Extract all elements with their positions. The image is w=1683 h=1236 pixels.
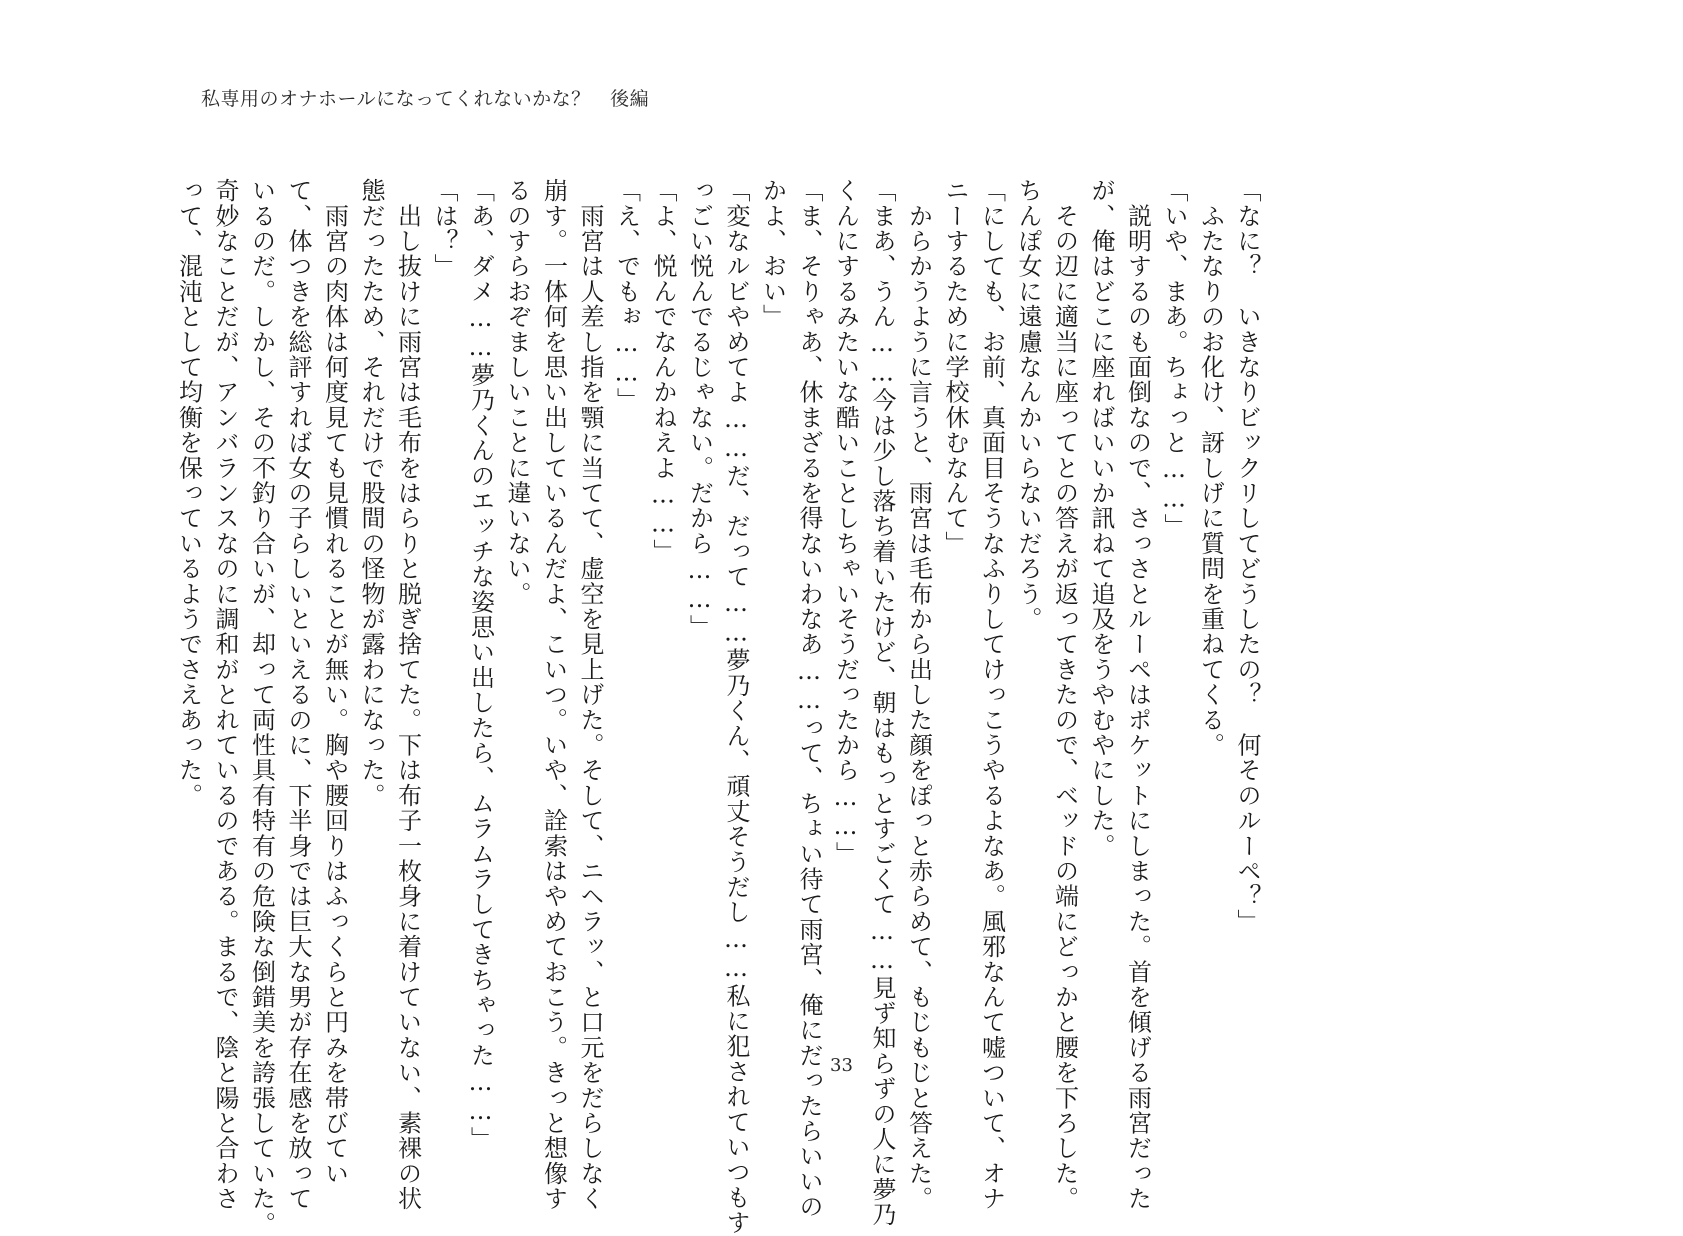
text-line: からかうように言うと、雨宮は毛布から出した顔をぽっと赤らめて、もじもじと答えた。 (904, 178, 933, 1212)
text-line: ちんぽ女に遠慮なんかいらないだろう。 (1014, 178, 1042, 632)
text-line: って、混沌として均衡を保っているようでさえあった。 (174, 178, 203, 808)
text-line: 雨宮の肉体は何度見ても見慣れることが無い。胸や腰回りはふっくらと円みを帯びてい (320, 178, 349, 1186)
text-line: 崩す。一体何を思い出しているんだよ、こいつ。いや、詮索はやめておこう。きっと想像す (539, 178, 568, 1212)
text-line: 態だったため、それだけで股間の怪物が露わになった。 (357, 178, 385, 808)
text-line: 奇妙なことだが、アンバランスなのに調和がとれているのである。まるで、陰と陽と合わさ (211, 178, 239, 1212)
text-line: が、俺はどこに座ればいいか訊ねて追及をうやむやにした。 (1087, 178, 1115, 859)
text-line: 「は？」 (430, 178, 458, 279)
running-header-title: 私専用のオナホールになってくれないかな？ 後編 (201, 88, 650, 110)
text-line: 出し抜けに雨宮は毛布をはらりと脱ぎ捨てた。下は布子一枚身に着けていない、素裸の状 (393, 178, 422, 1212)
text-line: その辺に適当に座ってとの答えが返ってきたので、ベッドの端にどっかと腰を下ろした。 (1050, 178, 1079, 1212)
text-line: 「ま、そりゃあ、休まざるを得ないわなあ……って、ちょい待て雨宮、俺にだったらいいの (795, 178, 823, 1220)
text-line: て、体つきを総評すれば女の子らしいといえるのに、下半身では巨大な男が存在感を放って (284, 178, 312, 1212)
text-line: 「まあ、うん……今は少し落ち着いたけど、朝はもっとすごくて……見ず知らずの人に夢乃 (868, 178, 896, 1228)
text-line: 「あ、ダメ……夢乃くんのエッチな姿思い出したら、ムラムラしてきちゃった……」 (466, 178, 495, 1152)
text-line: 「え、でもぉ……」 (612, 178, 641, 413)
text-line: かよ、おい」 (758, 178, 787, 330)
text-line: っごい悦んでるじゃない。だから……」 (685, 178, 714, 640)
text-line: るのすらおぞましいことに違いない。 (503, 178, 531, 607)
page-number: 33 (830, 1055, 853, 1076)
text-line: ニーするために学校休むなんて」 (941, 178, 969, 556)
text-line: 「変なルビやめてよ……だ、だって……夢乃くん、頑丈そうだし……私に犯されていつもす (722, 178, 750, 1236)
text-line: 「いや、まあ。ちょっと……」 (1160, 178, 1188, 539)
text-line: 説明するのも面倒なので、さっさとルーペはポケットにしまった。首を傾げる雨宮だった (1123, 178, 1152, 1212)
text-line: 雨宮は人差し指を顎に当てて、虚空を見上げた。そして、ニヘラッ、と口元をだらしなく (576, 178, 604, 1212)
text-line: 「なに？ いきなりビックリしてどうしたの？ 何そのルーペ？」 (1233, 178, 1261, 934)
text-line: いるのだ。しかし、その不釣り合いが、却って両性具有特有の危険な倒錯美を誇張していた。 (247, 178, 276, 1236)
text-line: 「よ、悦んでなんかねえよ……」 (649, 178, 677, 564)
text-line: 「にしても、お前、真面目そうなふりしてけっこうやるよなあ。風邪なんて嘘ついて、オナ (977, 178, 1006, 1212)
text-line: ふたなりのお化け、訝しげに質問を重ねてくる。 (1196, 178, 1225, 758)
text-line: くんにするみたいな酷いことしちゃいそうだったから……」 (831, 178, 860, 867)
